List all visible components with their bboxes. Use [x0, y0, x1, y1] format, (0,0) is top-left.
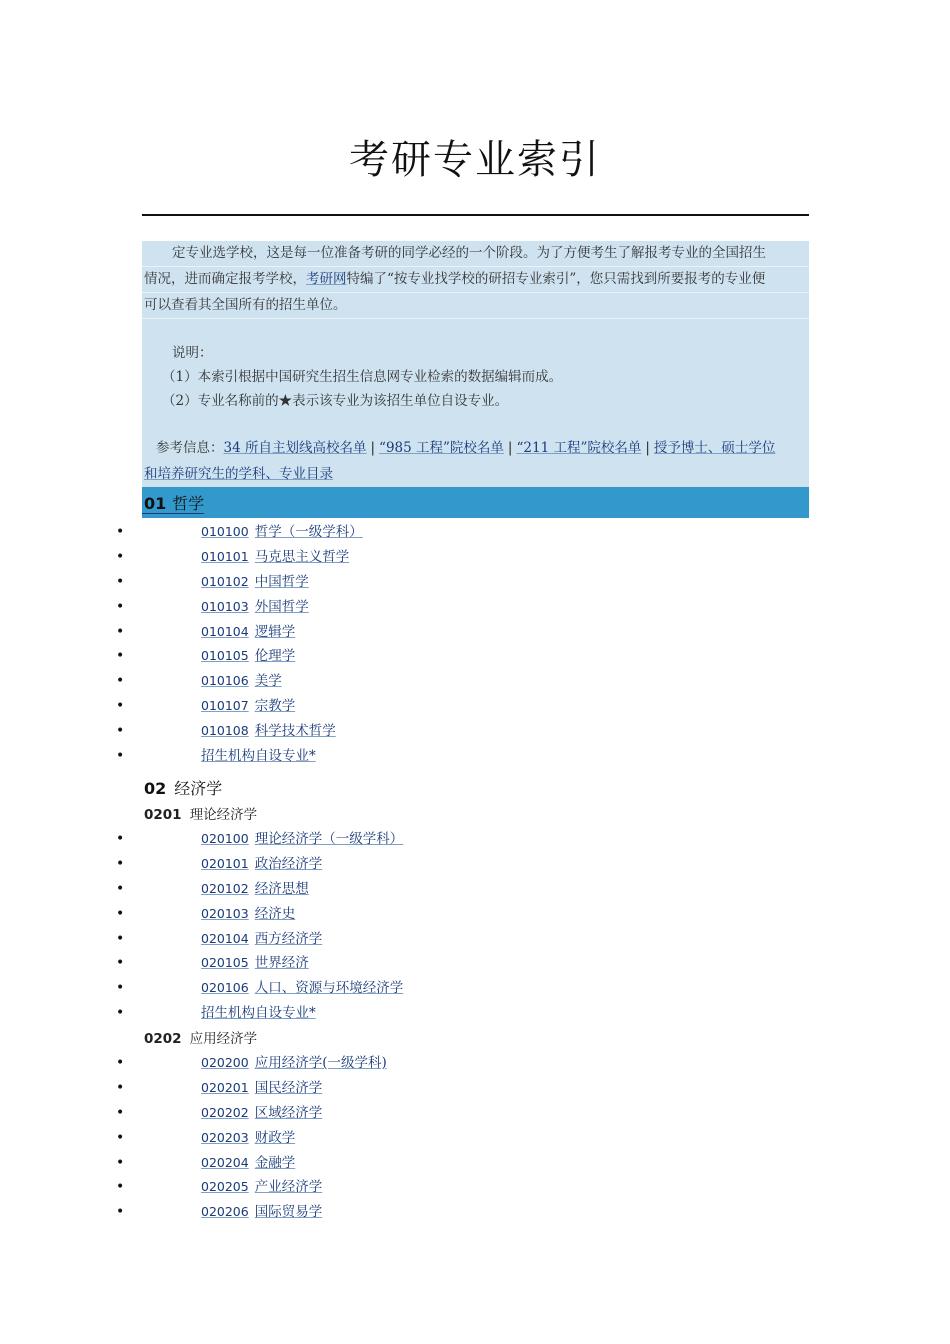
- major-link[interactable]: [201, 619, 295, 645]
- subcategory-heading-0201: [144, 803, 257, 823]
- bullet-icon: •: [116, 980, 125, 997]
- bullet-icon: •: [116, 880, 125, 897]
- bullet-icon: •: [116, 598, 125, 615]
- major-code: 010105: [201, 648, 249, 664]
- major-link[interactable]: [201, 668, 282, 694]
- major-code: 020200: [201, 1055, 249, 1070]
- bullet-icon: •: [116, 748, 125, 765]
- major-name: 区域经济学: [254, 1104, 323, 1121]
- ref-separator: |: [645, 440, 650, 456]
- bullet-icon: •: [116, 548, 125, 565]
- major-link[interactable]: [201, 1000, 316, 1026]
- subcategory-name: 理论经济学: [189, 807, 258, 823]
- bullet-icon: •: [116, 1154, 125, 1171]
- major-code: 020104: [201, 930, 249, 946]
- major-link[interactable]: [201, 1100, 322, 1126]
- major-name: 外国哲学: [254, 598, 309, 615]
- major-link[interactable]: [201, 693, 295, 719]
- major-link[interactable]: [201, 1174, 322, 1200]
- major-code: 020206: [201, 1204, 249, 1220]
- major-code: 010108: [201, 723, 249, 739]
- major-name: 经济史: [254, 905, 296, 922]
- major-name: 应用经济学(一级学科): [254, 1055, 387, 1071]
- major-link[interactable]: [201, 876, 309, 902]
- major-name: 宗教学: [254, 698, 296, 715]
- major-name: 国际贸易学: [254, 1204, 323, 1221]
- bullet-icon: •: [116, 1179, 125, 1196]
- intro-line-3: 可以查看其全国所有的招生单位。: [142, 293, 809, 319]
- intro-line-2-head: 情况，进而确定报考学校，: [144, 271, 306, 287]
- major-name: 马克思主义哲学: [254, 548, 350, 565]
- major-code: 020205: [201, 1179, 249, 1195]
- intro-line-1: 定专业选学校，这是每一位准备考研的同学必经的一个阶段。为了方便考生了解报考专业的全国招生: [142, 241, 809, 267]
- major-name: 伦理学: [254, 648, 296, 665]
- major-code: 020203: [201, 1129, 249, 1145]
- bullet-icon: •: [116, 623, 125, 640]
- major-name: 经济思想: [254, 880, 309, 897]
- bullet-icon: •: [116, 1104, 125, 1121]
- subcategory-name: 应用经济学: [189, 1031, 258, 1047]
- note-title: 说明：: [172, 345, 213, 361]
- major-code: 020204: [201, 1154, 249, 1170]
- major-link[interactable]: [201, 544, 349, 570]
- ref-link-catalog-cont[interactable]: 和培养研究生的学科、专业目录: [144, 466, 333, 482]
- major-name: 逻辑学: [254, 623, 296, 640]
- major-link[interactable]: [201, 826, 403, 852]
- category-heading-economics: [144, 776, 222, 799]
- ref-separator: |: [507, 440, 513, 456]
- bullet-icon: •: [116, 1129, 125, 1146]
- major-name: 招生机构自设专业*: [201, 748, 316, 765]
- bullet-icon: •: [116, 1005, 125, 1022]
- page-title: 考研专业索引: [349, 137, 601, 183]
- bullet-icon: •: [116, 673, 125, 690]
- major-name: 理论经济学（一级学科）: [254, 831, 404, 847]
- major-link[interactable]: [201, 926, 322, 952]
- note-item-2: （2）专业名称前的★表示该专业为该招生单位自设专业。: [162, 393, 509, 409]
- intro-line-2-tail: 特编了“按专业找学校的研招专业索引”，您只需找到所要报考的专业便: [346, 271, 766, 287]
- bullet-icon: •: [116, 855, 125, 872]
- major-link[interactable]: [201, 950, 309, 976]
- major-link[interactable]: [201, 718, 336, 744]
- major-link[interactable]: [201, 1050, 387, 1076]
- major-name: 西方经济学: [254, 930, 323, 947]
- major-name: 人口、资源与环境经济学: [254, 980, 404, 997]
- major-code: 020105: [201, 955, 249, 971]
- major-code: 010101: [201, 548, 249, 564]
- major-link[interactable]: [201, 1125, 295, 1151]
- major-name: 世界经济: [254, 955, 309, 972]
- major-link[interactable]: [201, 1075, 322, 1101]
- site-link[interactable]: 考研网: [306, 271, 347, 287]
- major-code: 010100: [201, 524, 249, 539]
- major-link[interactable]: [201, 643, 295, 669]
- major-code: 020201: [201, 1079, 249, 1095]
- note-item-1: （1）本索引根据中国研究生招生信息网专业检索的数据编辑而成。: [162, 369, 563, 385]
- bullet-icon: •: [116, 573, 125, 590]
- subcategory-heading-0202: [144, 1027, 257, 1047]
- bullet-icon: •: [116, 905, 125, 922]
- major-name: 产业经济学: [254, 1179, 323, 1196]
- major-code: 010102: [201, 573, 249, 589]
- major-code: 010106: [201, 673, 249, 689]
- ref-link-985[interactable]: “985 工程”院校名单: [379, 440, 504, 456]
- category-code: 01: [144, 494, 167, 513]
- major-name: 政治经济学: [254, 855, 323, 872]
- bullet-icon: •: [116, 723, 125, 740]
- major-name: 金融学: [254, 1154, 296, 1171]
- major-name: 哲学（一级学科）: [254, 524, 363, 540]
- category-name: 哲学: [172, 494, 205, 513]
- major-name: 财政学: [254, 1129, 296, 1146]
- major-name: 中国哲学: [254, 573, 309, 590]
- major-code: 020100: [201, 831, 249, 846]
- major-link[interactable]: [201, 1150, 295, 1176]
- subcategory-code: 0201: [144, 807, 182, 823]
- major-code: 020101: [201, 855, 249, 871]
- bullet-icon: •: [116, 698, 125, 715]
- major-link[interactable]: [201, 975, 403, 1001]
- bullet-icon: •: [116, 648, 125, 665]
- bullet-icon: •: [116, 930, 125, 947]
- major-code: 020102: [201, 880, 249, 896]
- bullet-icon: •: [116, 955, 125, 972]
- major-code: 010104: [201, 623, 249, 639]
- ref-separator: |: [370, 440, 376, 456]
- intro-box: [142, 241, 809, 487]
- major-code: 020106: [201, 980, 249, 996]
- subcategory-code: 0202: [144, 1031, 182, 1047]
- bullet-icon: •: [116, 524, 125, 540]
- major-code: 020103: [201, 905, 249, 921]
- major-code: 010103: [201, 598, 249, 614]
- major-link[interactable]: [201, 594, 309, 620]
- refs-line-cont: [142, 461, 809, 487]
- major-link[interactable]: [201, 743, 316, 769]
- major-link[interactable]: [201, 519, 363, 545]
- intro-line-2: [142, 267, 809, 293]
- ref-link-211[interactable]: “211 工程”院校名单: [516, 440, 642, 456]
- major-code: 010107: [201, 698, 249, 714]
- bullet-icon: •: [116, 831, 125, 847]
- major-link[interactable]: [201, 1199, 322, 1225]
- major-name: 美学: [254, 673, 282, 690]
- major-link[interactable]: [201, 901, 295, 927]
- major-code: 020202: [201, 1104, 249, 1120]
- major-link[interactable]: [201, 851, 322, 877]
- refs-line: [142, 435, 809, 461]
- bullet-icon: •: [116, 1204, 125, 1221]
- refs-label: 参考信息：: [156, 440, 224, 456]
- major-name: 招生机构自设专业*: [201, 1005, 316, 1022]
- category-banner-philosophy: [142, 487, 809, 518]
- major-name: 国民经济学: [254, 1079, 323, 1096]
- major-name: 科学技术哲学: [254, 723, 336, 740]
- ref-link-34[interactable]: 34 所自主划线高校名单: [223, 440, 367, 456]
- major-link[interactable]: [201, 569, 309, 595]
- bullet-icon: •: [116, 1079, 125, 1096]
- category-code: 02: [144, 779, 167, 798]
- title-divider: [142, 214, 809, 216]
- category-name: 经济学: [174, 779, 223, 798]
- ref-link-catalog[interactable]: 授予博士、硕士学位: [653, 440, 776, 456]
- bullet-icon: •: [116, 1055, 125, 1071]
